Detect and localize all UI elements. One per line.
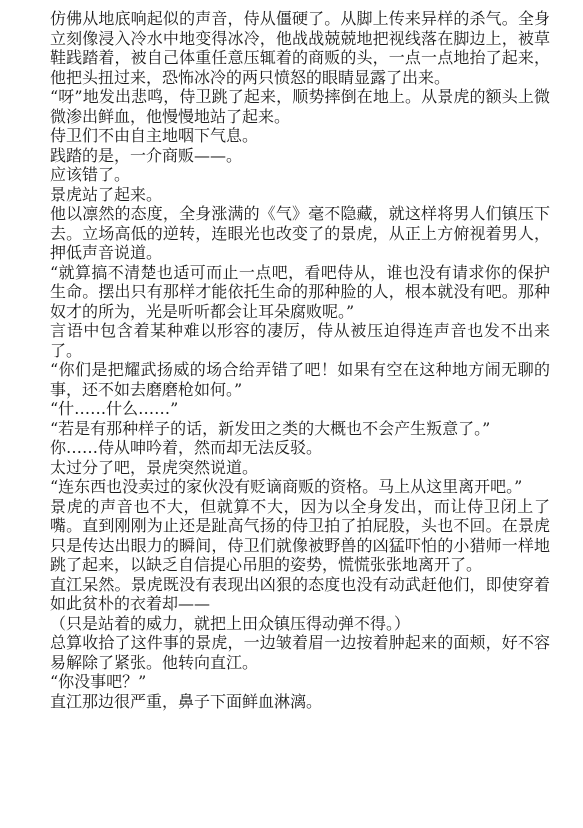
- paragraph: 仿佛从地底响起似的声音，侍从僵硬了。从脚上传来异样的杀气。全身立刻像浸入冷水中地变得冰冷，他战战兢兢地把视线落在脚边上，被草鞋践踏着，被自己体重任意压辄着的商贩的头，一点一点地抬了起来，他把头扭过来，恐怖冰冷的两只愤怒的眼睛显露了出来。: [50, 9, 550, 87]
- paragraph: “若是有那种样子的话，新发田之类的大概也不会产生叛意了。”: [50, 418, 491, 438]
- paragraph: 践踏的是，一介商贩——。: [50, 145, 243, 165]
- paragraph: “呀”地发出悲鸣，侍卫跳了起来，顺势摔倒在地上。从景虎的额头上微微渗出鲜血，他慢慢地站了起来。: [50, 87, 550, 126]
- paragraph: “就算搞不清楚也适可而止一点吧，看吧侍从，谁也没有请求你的保护生命。摆出只有那样才能依托生命的那种脸的人，根本就没有吧。那种奴才的所为，光是听听都会让耳朵腐败呢。”: [50, 262, 550, 321]
- paragraph: 太过分了吧，景虎突然说道。: [50, 457, 259, 477]
- paragraph: 直江呆然。景虎既没有表现出凶狠的态度也没有动武赶他们，即使穿着如此贫朴的衣着却——: [50, 574, 550, 613]
- paragraph: “你没事吧？”: [50, 672, 147, 691]
- paragraph: 他以凛然的态度，全身涨满的《气》毫不隐藏，就这样将男人们镇压下去。立场高低的逆转，连眼光也改变了的景虎，从正上方俯视着男人，押低声音说道。: [50, 204, 550, 262]
- paragraph: 侍卫们不由自主地咽下气息。: [50, 126, 259, 145]
- document-body: [50, 9, 550, 711]
- paragraph: 景虎站了起来。: [50, 184, 163, 204]
- paragraph: “连东西也没卖过的家伙没有贬谪商贩的资格。马上从这里离开吧。”: [50, 477, 523, 496]
- paragraph: 总算收拾了这件事的景虎，一边皱着眉一边按着肿起来的面颊，好不容易解除了紧张。他转向直江。: [50, 633, 550, 672]
- paragraph: （只是站着的威力，就把上田众镇压得动弹不得。）: [50, 613, 411, 633]
- paragraph: “什……什么……”: [50, 399, 179, 418]
- paragraph: 你……侍从呻吟着，然而却无法反驳。: [50, 438, 323, 457]
- paragraph: 直江那边很严重，鼻子下面鲜血淋漓。: [50, 691, 323, 711]
- paragraph: “你们是把耀武扬威的场合给弄错了吧！如果有空在这种地方闹无聊的事，还不如去磨磨枪如何。”: [50, 360, 550, 399]
- paragraph: 景虎的声音也不大，但就算不大，因为以全身发出，而让侍卫闭上了嘴。直到刚刚为止还是趾高气扬的侍卫拍了拍屁股，头也不回。在景虎只是传达出眼力的瞬间，侍卫们就像被野兽的凶猛吓怕的小猎师一样地跳了起来，以缺乏自信提心吊胆的姿势，慌慌张张地离开了。: [50, 496, 550, 574]
- paragraph: 言语中包含着某种难以形容的凄厉，侍从被压迫得连声音也发不出来了。: [50, 321, 550, 360]
- paragraph: 应该错了。: [50, 165, 131, 184]
